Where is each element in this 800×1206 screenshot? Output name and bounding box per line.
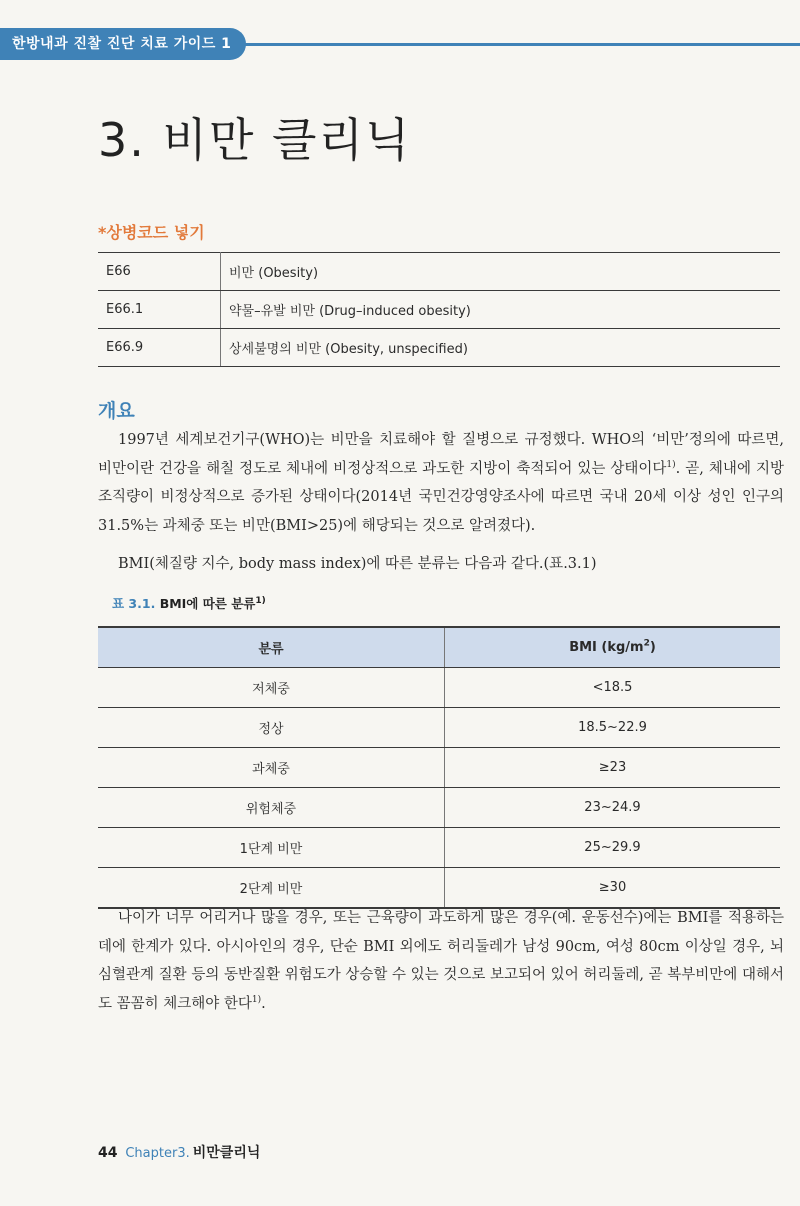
overview-text-a: 1997년 세계보건기구(WHO)는 비만을 치료해야 할 질병으로 규정했다. WHO의 ‘비만’정의에 따르면, 비만이란 건강을 해칠 정도로 체내에 비정상적으로 과도한 지방이 축적되어 있는 상태이다 — [98, 432, 784, 477]
overview-heading: 개요 — [98, 400, 135, 422]
footer-chapter-name: 비만클리닉 — [192, 1145, 261, 1161]
footnote-ref: 1) — [255, 595, 266, 606]
code-section-heading: *상병코드 넣기 — [98, 223, 205, 242]
category-cell: 1단계 비만 — [98, 828, 445, 868]
column-header-category: 분류 — [98, 627, 445, 668]
table-row — [98, 329, 780, 367]
column-header-bmi-text: BMI (kg/m — [569, 640, 644, 655]
bmi-cell: ≥30 — [445, 868, 781, 909]
code-name-cell: 상세불명의 비만 (Obesity, unspecified) — [221, 329, 781, 367]
page-footer — [98, 1142, 260, 1162]
footnote-ref: 1) — [666, 459, 676, 470]
table-caption-text: BMI에 따른 분류 — [159, 596, 256, 611]
code-name-cell: 약물–유발 비만 (Drug–induced obesity) — [221, 291, 781, 329]
code-cell: E66.1 — [98, 291, 221, 329]
table-row — [98, 253, 780, 291]
category-cell: 정상 — [98, 708, 445, 748]
overview-paragraph — [98, 426, 784, 540]
category-cell: 과체중 — [98, 748, 445, 788]
table-row — [98, 668, 780, 708]
overview-text-b: . 곧, 체내에 지방 조직량이 비정상적으로 증가된 상태이다(2014년 국민건강영양조사에 따르면 국내 20세 이상 성인 인구의 31.5%는 과체중 또는 비만(BMI>25)에 해당되는 것으로 알려졌다). — [98, 460, 784, 534]
code-cell: E66.9 — [98, 329, 221, 367]
table-row — [98, 828, 780, 868]
running-header — [0, 28, 246, 60]
bmi-cell: 23~24.9 — [445, 788, 781, 828]
running-header-title: 한방내과 진찰 진단 치료 가이드 1 — [12, 36, 232, 52]
closing-text: 나이가 너무 어리거나 많을 경우, 또는 근육량이 과도하게 많은 경우(예. 운동선수)에는 BMI를 적용하는 데에 한계가 있다. 아시아인의 경우, 단순 BMI 외에도 허리둘레가 남성 90cm, 여성 80cm 이상일 경우, 뇌심혈관계 질환 등의 동반질환 위험도가 상승할 수 있는 것으로 보고되어 있어 허리둘레, 곧 복부비만에 대해서도 꼼꼼히 체크해야 한다 — [98, 910, 784, 1012]
footnote-ref: 1) — [251, 994, 262, 1005]
table-row — [98, 868, 780, 909]
diagnosis-code-table — [98, 252, 780, 367]
bmi-cell: 25~29.9 — [445, 828, 781, 868]
category-cell: 위험체중 — [98, 788, 445, 828]
category-cell: 2단계 비만 — [98, 868, 445, 909]
code-name-cell: 비만 (Obesity) — [221, 253, 781, 291]
table-caption — [112, 594, 266, 612]
bmi-classification-table — [98, 626, 780, 909]
chapter-title: 3. 비만 클리닉 — [98, 113, 412, 167]
column-header-bmi-end: ) — [649, 640, 656, 655]
bmi-cell: ≥23 — [445, 748, 781, 788]
table-row — [98, 708, 780, 748]
table-row — [98, 291, 780, 329]
closing-end: . — [261, 995, 266, 1012]
closing-paragraph — [98, 904, 784, 1018]
bmi-cell: <18.5 — [445, 668, 781, 708]
table-caption-number: 표 3.1. — [112, 596, 156, 611]
column-header-bmi — [445, 627, 781, 668]
table-header-row — [98, 627, 780, 668]
header-rule — [236, 43, 800, 46]
bmi-cell: 18.5~22.9 — [445, 708, 781, 748]
table-row — [98, 748, 780, 788]
superscript: 2 — [643, 638, 650, 649]
table-row — [98, 788, 780, 828]
bmi-intro-paragraph: BMI(체질량 지수, body mass index)에 따른 분류는 다음과 같다.(표.3.1) — [118, 556, 597, 572]
footer-chapter-label: Chapter3. — [125, 1146, 190, 1161]
page-number: 44 — [98, 1145, 118, 1161]
code-cell: E66 — [98, 253, 221, 291]
category-cell: 저체중 — [98, 668, 445, 708]
